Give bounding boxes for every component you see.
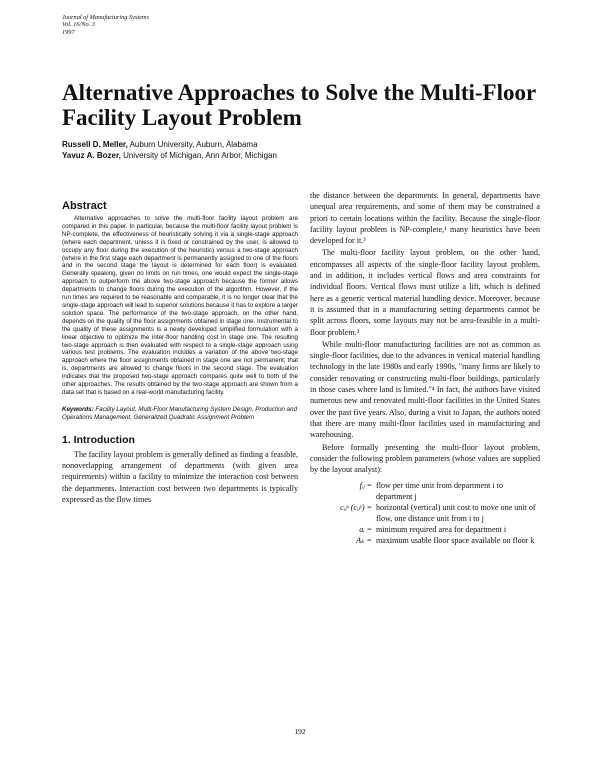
intro-paragraph-1: The facility layout problem is generally defined as finding a feasible, nonoverlapping arrangement of departments (with given area requirements) within a facility to minimize the interaction cost between the departments. Interaction cost between two departments is typically expressed as the flow times xyxy=(62,449,298,505)
parameter-definitions xyxy=(310,480,540,546)
definition-text: minimum required area for department i xyxy=(376,525,507,535)
definition-symbol: Aₖ = xyxy=(356,536,372,546)
journal-name: Journal of Manufacturing Systems xyxy=(62,14,149,21)
intro-paragraph-3: The multi-floor facility layout problem, on the other hand, encompasses all aspects of the single-floor facility layout problem, and in addition, it includes vertical flows and area constraints for individual floors. Vertical flows must utilize a lift, which is defined here as a generic vertical material handling device. Moreover, because it is assumed that in a manufacturing setting departments cannot be split across floors, some layouts may not be area-feasible in a multi-floor problem.³ xyxy=(310,248,540,337)
paper-title: Alternative Approaches to Solve the Multi-Floor Facility Layout Problem xyxy=(62,80,536,130)
keywords xyxy=(62,406,298,422)
definition-symbol: aᵢ = xyxy=(359,525,372,535)
author-name: Russell D. Meller, xyxy=(62,140,128,149)
definition-row xyxy=(310,502,540,524)
definition-symbol: cᵢⱼˣ (cᵢⱼʸ) = xyxy=(340,503,372,513)
journal-header xyxy=(62,14,262,36)
definition-row xyxy=(310,480,540,502)
abstract-heading: Abstract xyxy=(62,200,107,212)
definition-text: horizontal (vertical) unit cost to move one unit of flow, one distance unit from i to j xyxy=(376,503,536,524)
definition-symbol: fᵢⱼ = xyxy=(359,481,372,491)
definition-row xyxy=(310,535,540,546)
abstract-text: Alternative approaches to solve the multi-floor facility layout problem are compared in this paper. In particular, because the multi-floor facility layout problem is NP-complete, the effectiveness of heuristically solving it via a single-stage approach (where each department, unless it is fixed or constrained by the user, is allowed to occupy any floor during the execution of the heuristic) versus a two-stage approach (where in the first stage each department is permanently assigned to one of the floors and in the second stage the layout is determined for each floor) is evaluated. Generally speaking, given no limits on run times, one would expect the single-stage approach to outperform the above two-stage approach because the former allows departments to change floors during the execution of the algorithm. However, if the run times are required to be reasonable and comparable, it is no longer clear that the single-stage approach will lead to superior solutions because it has to explore a larger solution space. The performance of the two-stage approach, on the other hand, depends on the quality of the floor assignments obtained in stage one. Instrumental to the quality of these assignments is a newly developed simplified formulation with a linear objective to optimize the inter-floor handling cost in stage one. The resulting two-stage approach is then evaluated with respect to a single-stage approach using various test problems. The evaluation includes a variation of the above two-stage approach where the floor assignments obtained in stage one are not permanent; that is, departments are allowed to change floors in the second stage. The evaluation indicates that the proposed two-stage approach compares quite well to both of the other approaches. The results obtained by the two-stage approach are shown from a data set that is based on a real-world manufacturing facility. xyxy=(62,215,298,396)
left-column xyxy=(62,200,298,505)
page-number: 192 xyxy=(294,727,306,736)
definition-row xyxy=(310,524,540,535)
author-line xyxy=(62,151,542,162)
author-line xyxy=(62,140,542,151)
intro-paragraph-5: Before formally presenting the multi-floor layout problem, consider the following problem parameters (whose values are supplied by the layout analyst): xyxy=(310,442,540,475)
author-list xyxy=(62,140,542,161)
journal-year: 1997 xyxy=(62,28,75,36)
keywords-text: Facility Layout, Multi-Floor Manufacturing System Design, Production and Operations Management, Generalized Quadratic Assignment Problem xyxy=(62,405,297,421)
intro-heading: 1. Introduction xyxy=(62,433,135,446)
author-affiliation: Auburn University, Auburn, Alabama xyxy=(127,140,258,149)
intro-paragraph-2: the distance between the departments. In general, departments have unequal area requirements, and some of them may be constrained a priori to certain locations within the facility. Because the single-floor facility layout problem is NP-complete,¹ many heuristics have been developed for it.² xyxy=(310,191,540,246)
author-name: Yavuz A. Bozer, xyxy=(62,150,121,160)
intro-paragraph-4: While multi-floor manufacturing facilities are not as common as single-floor facilities, due to the advances in vertical material handling technology in the late 1980s and early 1990s, "many firms are likely to consider renovating or constructing multi-floor buildings, particularly in those cases where land is limited."⁴ In fact, the authors have visited numerous new and renovated multi-floor facilities in the United States over the past five years. Also, during a visit to Japan, the authors noted that there are many multi-floor facilities used in manufacturing and warehousing. xyxy=(310,339,540,440)
definition-text: flow per time unit from department i to department j xyxy=(376,481,503,502)
journal-volume: Vol. 16/No. 3 xyxy=(62,21,95,29)
author-affiliation: University of Michigan, Ann Arbor, Michigan xyxy=(120,150,277,160)
definition-text: maximum usable floor space available on floor k xyxy=(376,536,535,546)
keywords-label: Keywords: xyxy=(62,405,94,413)
right-column xyxy=(310,190,540,546)
